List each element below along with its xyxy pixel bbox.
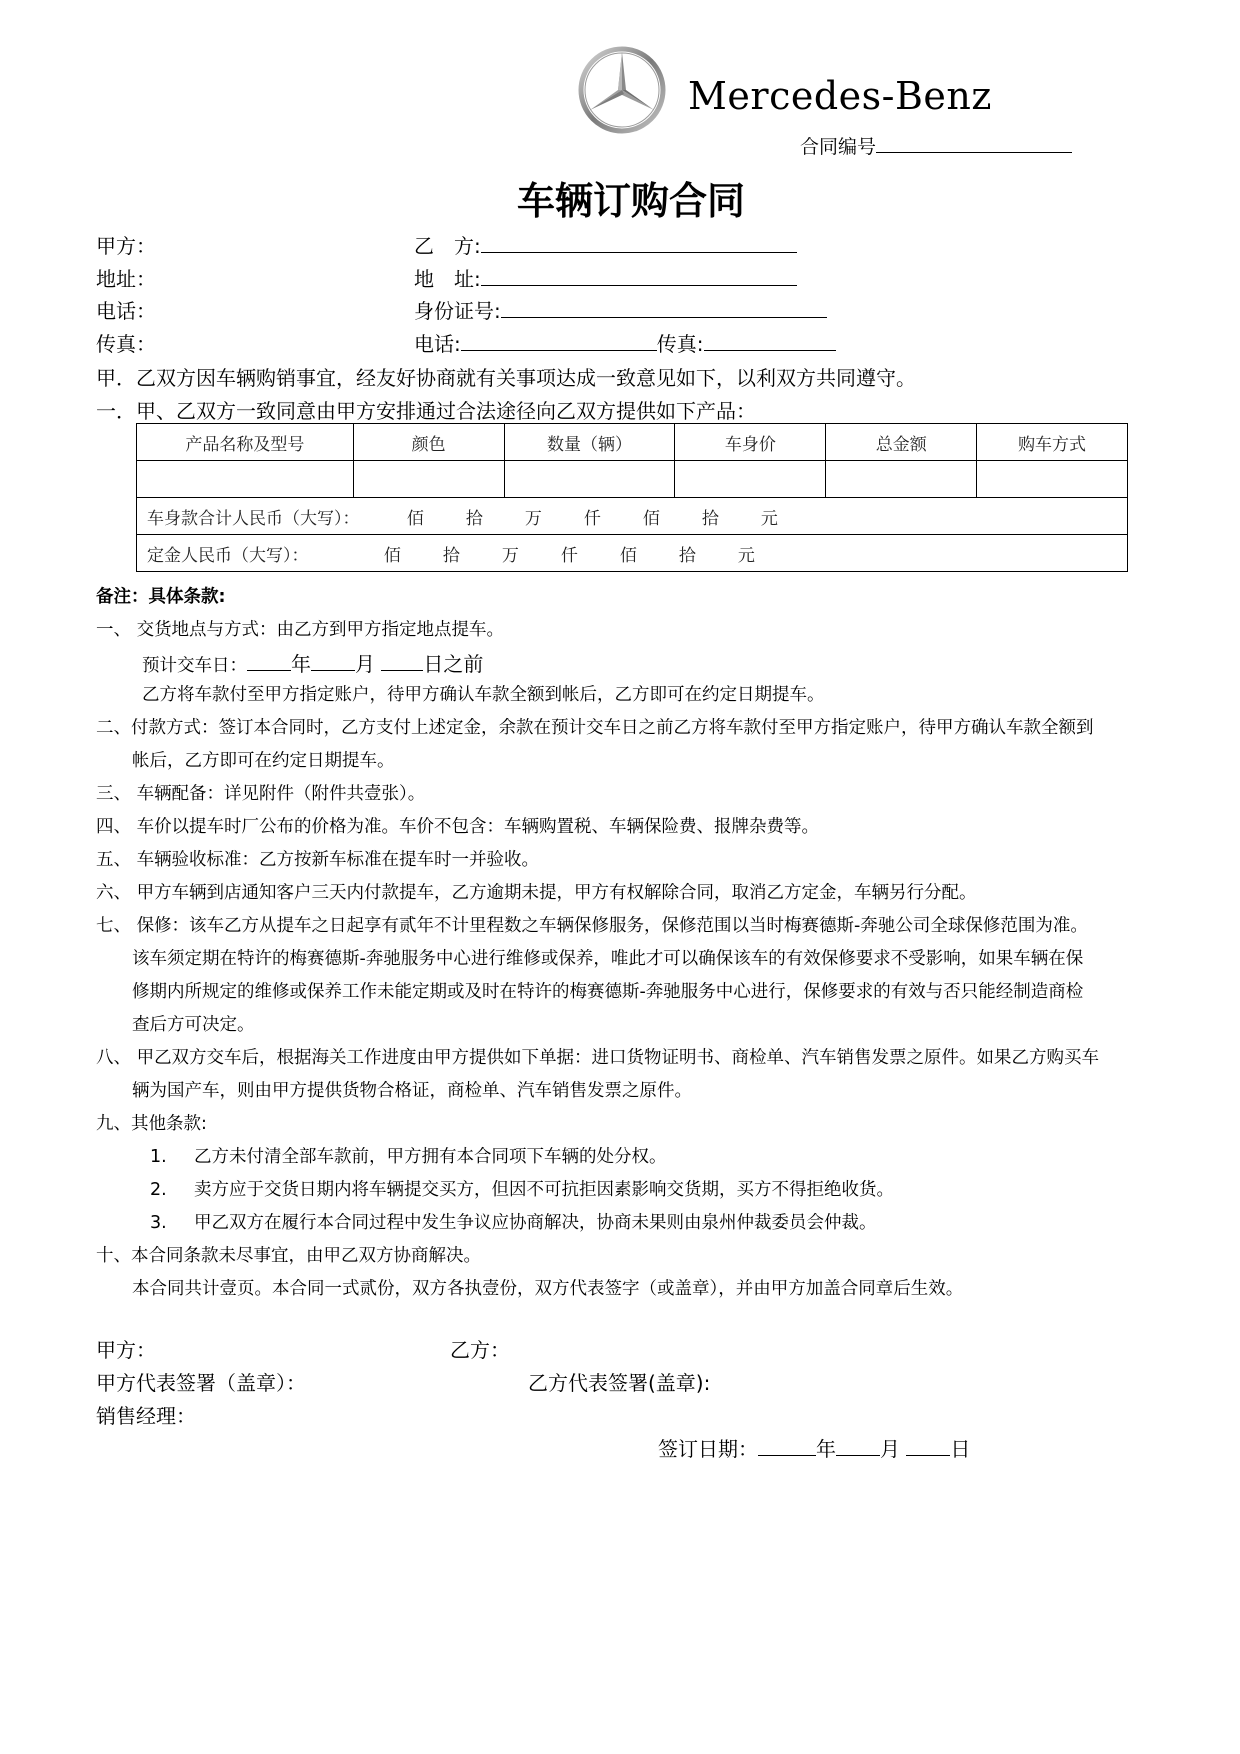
- party-b-contact: [414, 328, 836, 357]
- term-1-delivery-date: [142, 648, 483, 677]
- cell-purchase-method: [977, 461, 1128, 498]
- term-7-c: 修期内所规定的维修或保养工作未能定期或及时在特许的梅赛德斯-奔驰服务中心进行，保修要求的有效与否只能经制造商检: [132, 982, 1084, 1002]
- header-total: 总金额: [826, 424, 977, 461]
- header-quantity: 数量（辆）: [504, 424, 675, 461]
- total-amount-label: 车身款合计人民币（大写）：: [147, 508, 360, 529]
- unit-qian: 仟: [560, 545, 578, 566]
- total-amount-units: [365, 509, 778, 529]
- party-b-address-blank: [481, 265, 797, 286]
- sign-year-blank: [758, 1435, 816, 1456]
- cell-quantity: [504, 461, 675, 498]
- unit-shi: 拾: [465, 508, 483, 529]
- sign-date-label: 签订日期：: [658, 1437, 758, 1461]
- delivery-day-blank: [381, 650, 423, 671]
- unit-bai: 佰: [383, 545, 401, 566]
- header-product: 产品名称及型号: [137, 424, 354, 461]
- term-3: 三、 车辆配备：详见附件（附件共壹张）。: [96, 784, 426, 804]
- party-b-id-blank: [501, 297, 827, 318]
- delivery-month-label: 月: [355, 652, 375, 676]
- term-1-b: 乙方将车款付至甲方指定账户，待甲方确认车款全额到帐后，乙方即可在约定日期提车。: [142, 685, 825, 705]
- delivery-month-blank: [311, 650, 355, 671]
- term-9-item-number: 3.: [150, 1213, 167, 1233]
- term-1: 一、 交货地点与方式：由乙方到甲方指定地点提车。: [96, 620, 505, 640]
- party-b-phone-blank: [461, 330, 657, 351]
- unit-bai: 佰: [642, 508, 660, 529]
- term-5: 五、 车辆验收标准：乙方按新车标准在提车时一并验收。: [96, 850, 540, 870]
- party-b-fax-label: 传真:: [656, 332, 704, 356]
- term-4: 四、 车价以提车时厂公布的价格为准。车价不包含：车辆购置税、车辆保险费、报牌杂费等。: [96, 817, 820, 837]
- unit-wan: 万: [501, 545, 519, 566]
- term-7-b: 该车须定期在特许的梅赛德斯-奔驰服务中心进行维修或保养，唯此才可以确保该车的有效保修要求不受影响，如果车辆在保: [132, 949, 1084, 969]
- delivery-year-blank: [247, 650, 291, 671]
- term-9-item-text: 卖方应于交货日期内将车辆提交买方，但因不可抗拒因素影响交货期，买方不得拒绝收货。: [194, 1180, 894, 1200]
- sign-month-blank: [836, 1435, 880, 1456]
- sign-party-a: 甲方：: [96, 1338, 156, 1362]
- table-row: [137, 461, 1128, 498]
- sign-party-a-rep: 甲方代表签署（盖章）：: [96, 1371, 306, 1395]
- party-b-label: 乙 方:: [414, 234, 481, 258]
- unit-shi: 拾: [442, 545, 460, 566]
- mercedes-star-icon: [578, 46, 666, 134]
- cell-total: [826, 461, 977, 498]
- deposit-row: [137, 535, 1128, 572]
- party-a-label: 甲方：: [96, 234, 156, 258]
- remark-heading: 备注：具体条款:: [96, 587, 226, 607]
- intro-text: 甲．乙双方因车辆购销事宜，经友好协商就有关事项达成一致意见如下，以利双方共同遵守。: [96, 366, 916, 390]
- term-9-item: [150, 1209, 877, 1234]
- cell-price: [675, 461, 826, 498]
- term-8-a: 八、 甲乙双方交车后，根据海关工作进度由甲方提供如下单据：进口货物证明书、商检单、汽车销售发票之原件。如果乙方购买车: [96, 1048, 1100, 1068]
- term-9: 九、其他条款:: [96, 1114, 207, 1134]
- deposit-label: 定金人民币（大写）：: [147, 545, 309, 566]
- section-1-text: 一．甲、乙双方一致同意由甲方安排通过合法途径向乙双方提供如下产品：: [96, 399, 756, 423]
- sign-party-b-rep: 乙方代表签署(盖章):: [528, 1371, 711, 1395]
- party-b-phone-label: 电话:: [414, 332, 461, 356]
- delivery-year-label: 年: [291, 652, 311, 676]
- deposit-cell: [137, 535, 1128, 572]
- products-table: [136, 423, 1128, 572]
- sign-date: [658, 1433, 970, 1462]
- party-b-fax-blank: [704, 330, 836, 351]
- party-a-address: 地址：: [96, 267, 156, 291]
- term-2-b: 帐后，乙方即可在约定日期提车。: [132, 751, 395, 771]
- unit-bai: 佰: [619, 545, 637, 566]
- term-9-item-text: 乙方未付清全部车款前，甲方拥有本合同项下车辆的处分权。: [194, 1147, 667, 1167]
- party-a-phone: 电话：: [96, 299, 156, 323]
- term-10: 十、本合同条款未尽事宜，由甲乙双方协商解决。: [96, 1246, 481, 1266]
- sign-party-b: 乙方：: [450, 1338, 510, 1362]
- term-9-item: [150, 1176, 894, 1201]
- deposit-units: [342, 546, 755, 566]
- term-8-b: 辆为国产车，则由甲方提供货物合格证，商检单、汽车销售发票之原件。: [132, 1081, 692, 1101]
- party-b-id-label: 身份证号:: [414, 299, 501, 323]
- page-title: 车辆订购合同: [516, 179, 745, 223]
- term-10-b: 本合同共计壹页。本合同一式贰份，双方各执壹份，双方代表签字（或盖章），并由甲方加盖合同章后生效。: [132, 1279, 964, 1299]
- sign-day-label: 日: [950, 1437, 971, 1461]
- party-b-blank: [481, 232, 797, 253]
- unit-qian: 仟: [583, 508, 601, 529]
- party-a-fax: 传真：: [96, 332, 156, 356]
- unit-shi: 拾: [678, 545, 696, 566]
- party-b-address: [414, 263, 797, 292]
- party-b-address-label: 地 址:: [414, 267, 481, 291]
- sign-year-label: 年: [816, 1437, 836, 1461]
- term-6: 六、 甲方车辆到店通知客户三天内付款提车，乙方逾期未提，甲方有权解除合同，取消乙方定金，车辆另行分配。: [96, 883, 977, 903]
- sign-sales-manager: 销售经理：: [96, 1404, 196, 1428]
- term-9-item-number: 2.: [150, 1180, 167, 1200]
- contract-number-blank: [876, 132, 1072, 153]
- contract-number-label: 合同编号: [800, 136, 877, 158]
- total-amount-cell: [137, 498, 1128, 535]
- term-9-item-number: 1.: [150, 1147, 167, 1167]
- unit-wan: 万: [524, 508, 542, 529]
- term-7-d: 查后方可决定。: [132, 1015, 255, 1035]
- table-header-row: [137, 424, 1128, 461]
- header-purchase-method: 购车方式: [977, 424, 1128, 461]
- party-b-id: [414, 295, 827, 324]
- term-9-item-text: 甲乙双方在履行本合同过程中发生争议应协商解决，协商未果则由泉州仲裁委员会仲裁。: [194, 1213, 877, 1233]
- unit-yuan: 元: [737, 545, 755, 566]
- header-price: 车身价: [675, 424, 826, 461]
- delivery-date-label: 预计交车日：: [142, 656, 247, 676]
- cell-product: [137, 461, 354, 498]
- cell-color: [353, 461, 504, 498]
- term-9-item: [150, 1143, 667, 1168]
- term-2-a: 二、付款方式：签订本合同时，乙方支付上述定金，余款在预计交车日之前乙方将车款付至甲方指定账户，待甲方确认车款全额到: [96, 718, 1094, 738]
- unit-bai: 佰: [406, 508, 424, 529]
- sign-month-label: 月: [880, 1437, 900, 1461]
- total-row: [137, 498, 1128, 535]
- brand-name: Mercedes-Benz: [688, 74, 992, 118]
- unit-shi: 拾: [701, 508, 719, 529]
- sign-day-blank: [906, 1435, 950, 1456]
- term-7-a: 七、 保修：该车乙方从提车之日起享有贰年不计里程数之车辆保修服务，保修范围以当时梅赛德斯-奔驰公司全球保修范围为准。: [96, 916, 1088, 936]
- contract-number: [800, 132, 1072, 159]
- header-color: 颜色: [353, 424, 504, 461]
- unit-yuan: 元: [760, 508, 778, 529]
- party-b-name: [414, 230, 797, 259]
- delivery-day-label: 日之前: [423, 652, 484, 676]
